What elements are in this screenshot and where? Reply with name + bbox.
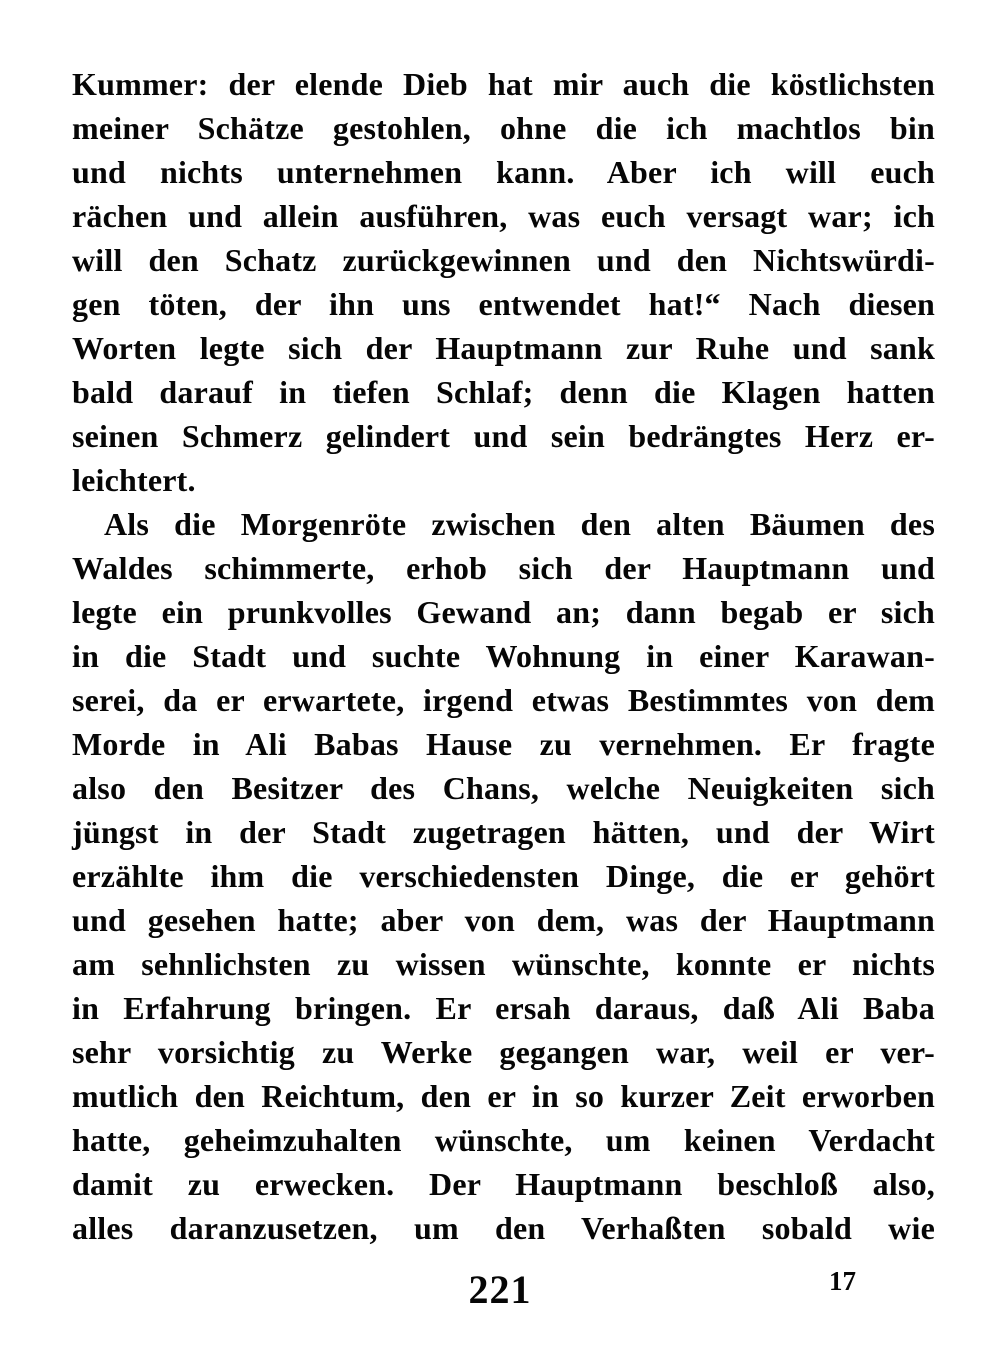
text-line: also den Besitzer des Chans, welche Neuigkeiten sich — [72, 770, 935, 806]
text-line: Kummer: der elende Dieb hat mir auch die köstlichsten — [72, 66, 935, 102]
text-line: legte ein prunkvolles Gewand an; dann begab er sich — [72, 594, 935, 630]
text-line: mutlich den Reichtum, den er in so kurzer Zeit erworben — [72, 1078, 935, 1114]
text-line: am sehnlichsten zu wissen wünschte, konnte er nichts — [72, 946, 935, 982]
text-line: gen töten, der ihn uns entwendet hat!“ Nach diesen — [72, 286, 935, 322]
text-line: Als die Morgenröte zwischen den alten Bäumen des — [104, 506, 935, 542]
text-block — [72, 62, 935, 1250]
signature-mark: 17 — [829, 1266, 856, 1296]
text-line: seinen Schmerz gelindert und sein bedrängtes Herz er- — [72, 418, 935, 454]
text-line: bald darauf in tiefen Schlaf; denn die Klagen hatten — [72, 374, 935, 410]
text-line: damit zu erwecken. Der Hauptmann beschloß also, — [72, 1166, 935, 1202]
text-line: Morde in Ali Babas Hause zu vernehmen. Er fragte — [72, 726, 935, 762]
text-line: meiner Schätze gestohlen, ohne die ich machtlos bin — [72, 110, 935, 146]
text-line: erzählte ihm die verschiedensten Dinge, die er gehört — [72, 858, 935, 894]
text-line: jüngst in der Stadt zugetragen hätten, und der Wirt — [72, 814, 935, 850]
text-line: alles daranzusetzen, um den Verhaßten sobald wie — [72, 1210, 935, 1246]
text-line: sehr vorsichtig zu Werke gegangen war, weil er ver- — [72, 1034, 935, 1070]
page-number: 221 — [468, 1267, 532, 1312]
text-line: in Erfahrung bringen. Er ersah daraus, daß Ali Baba — [72, 990, 935, 1026]
text-line: Waldes schimmerte, erhob sich der Hauptmann und — [72, 550, 935, 586]
text-line: und gesehen hatte; aber von dem, was der Hauptmann — [72, 902, 935, 938]
text-line: Worten legte sich der Hauptmann zur Ruhe und sank — [72, 330, 935, 366]
text-line: rächen und allein ausführen, was euch versagt war; ich — [72, 198, 935, 234]
text-line: serei, da er erwartete, irgend etwas Bestimmtes von dem — [72, 682, 935, 718]
text-line: und nichts unternehmen kann. Aber ich will euch — [72, 154, 935, 190]
text-line: in die Stadt und suchte Wohnung in einer Karawan- — [72, 638, 935, 674]
text-line: will den Schatz zurückgewinnen und den Nichtswürdi- — [72, 242, 935, 278]
text-line: leichtert. — [72, 462, 196, 498]
text-line: hatte, geheimzuhalten wünschte, um keinen Verdacht — [72, 1122, 935, 1158]
